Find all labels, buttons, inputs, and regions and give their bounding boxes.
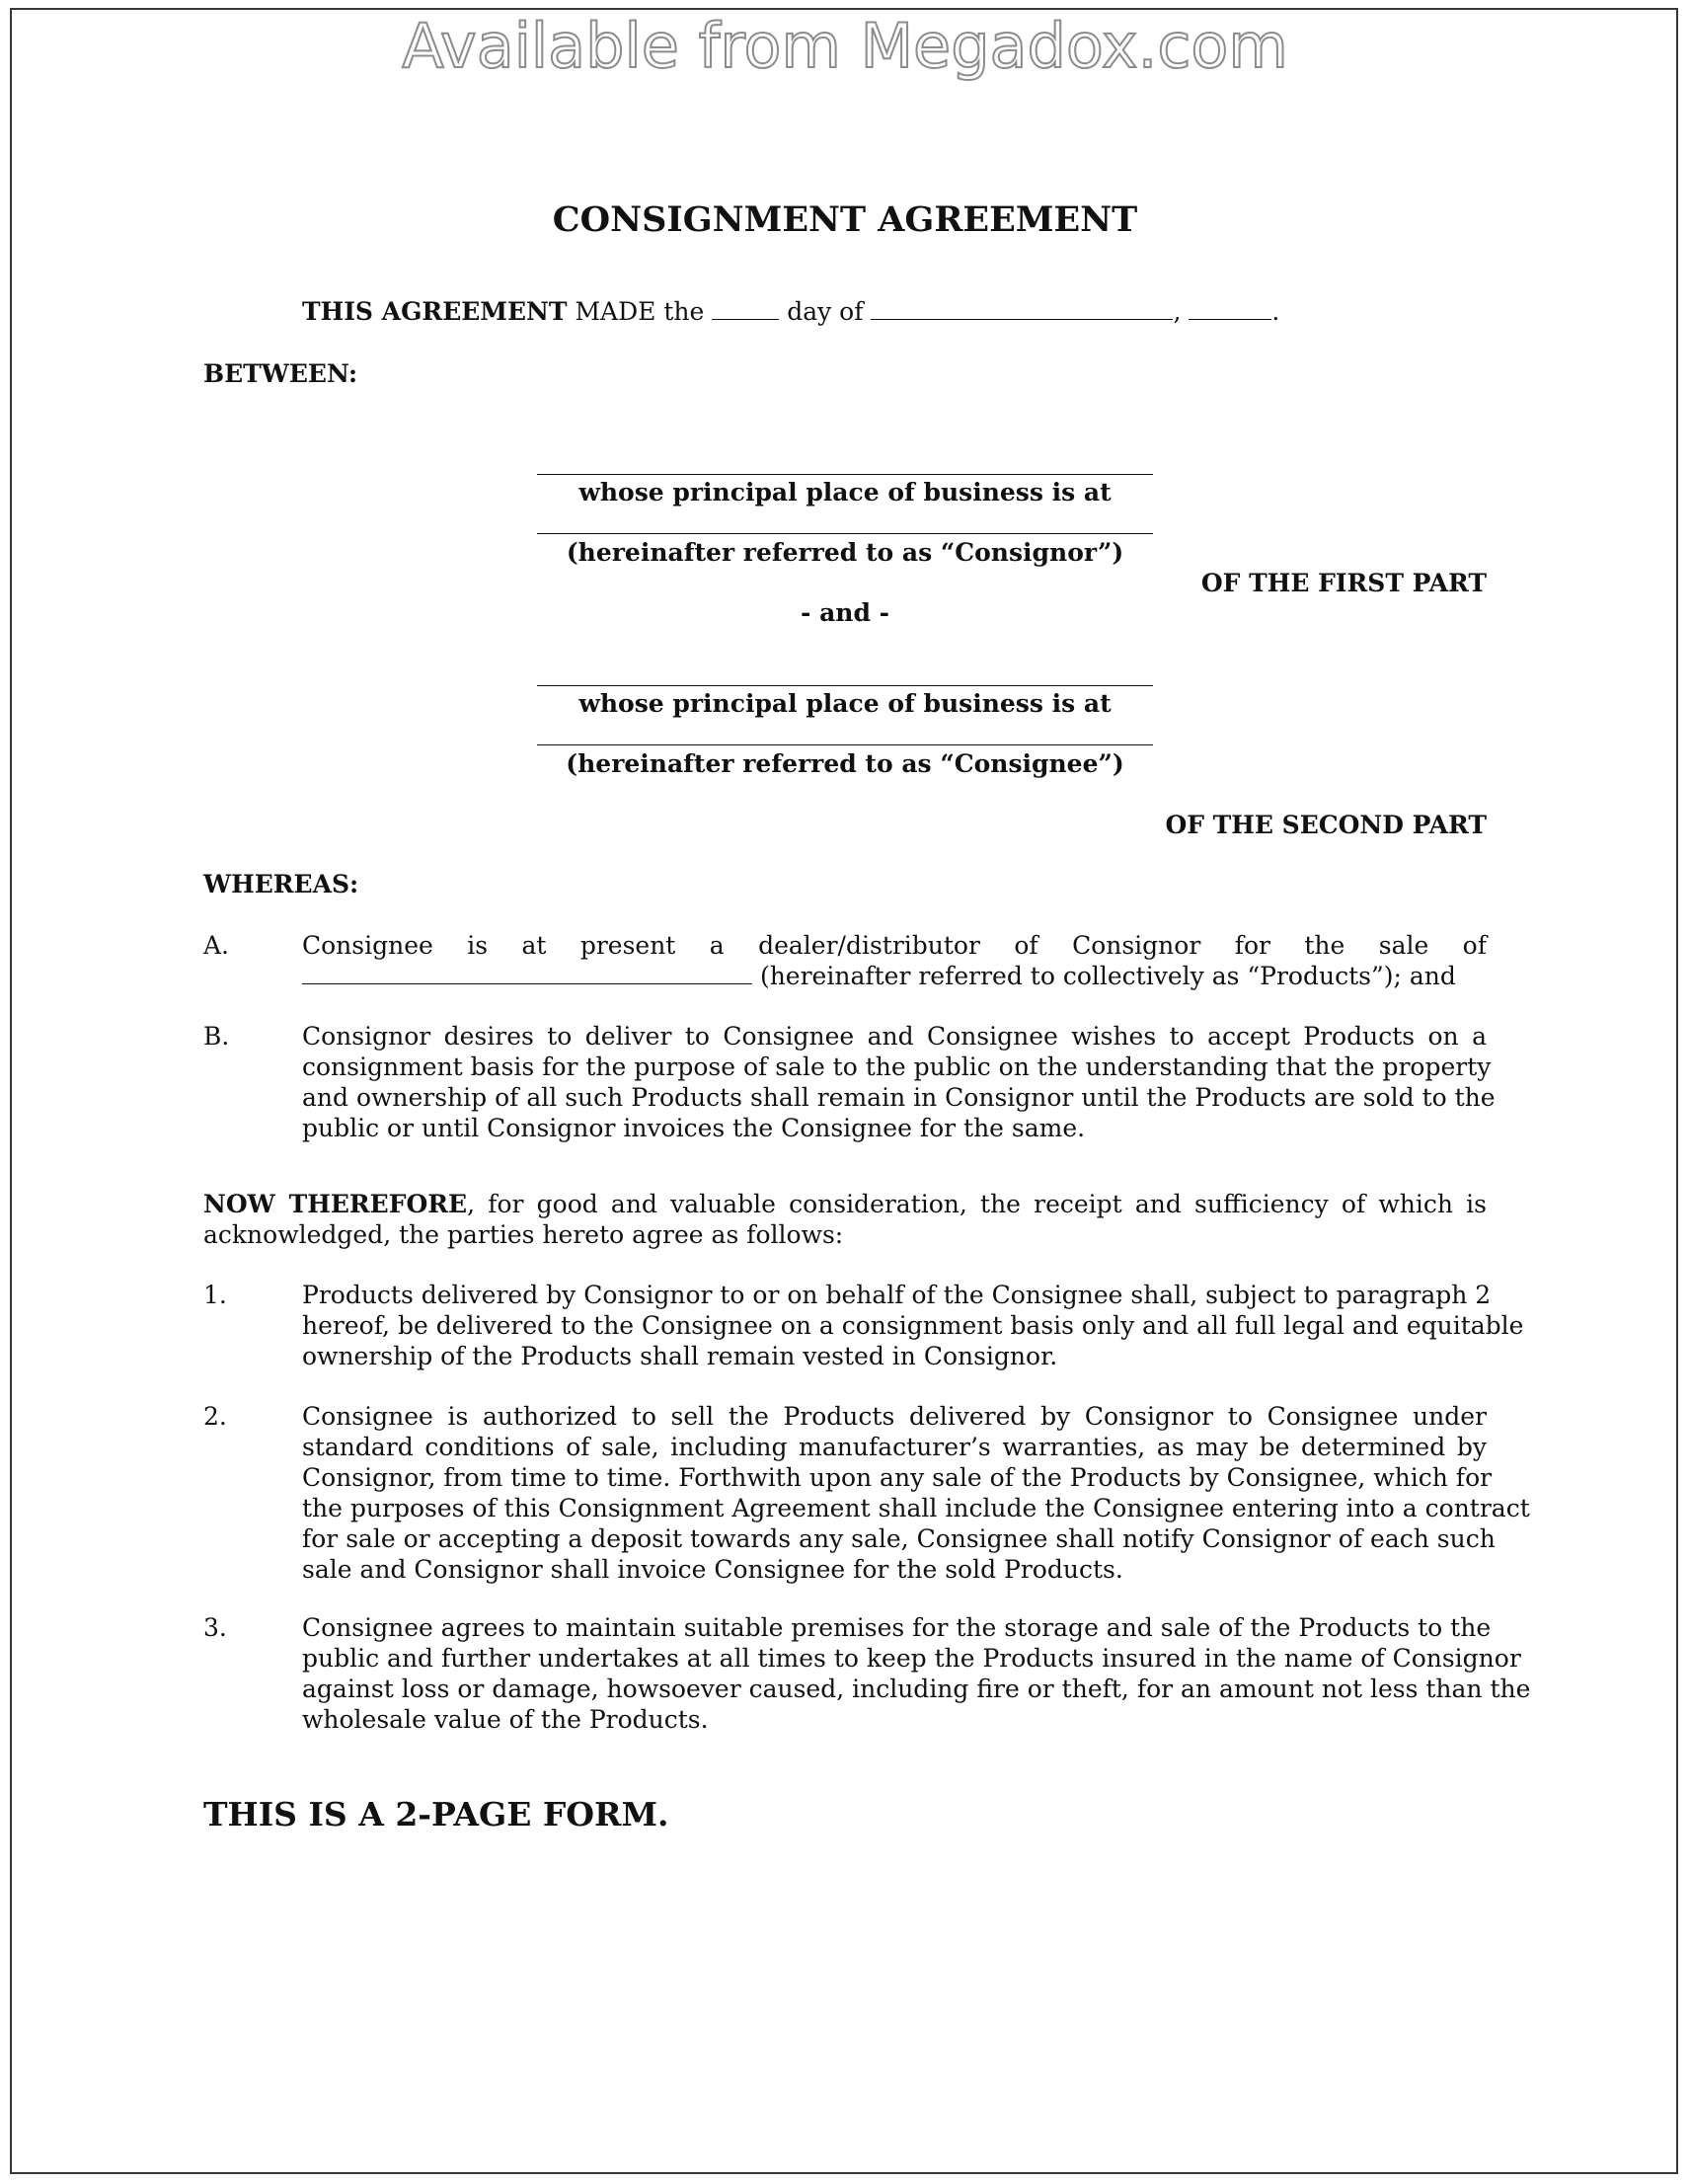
clause-1: [302, 1280, 1524, 1371]
recital-a: [302, 930, 1487, 991]
clause-3-line-2: public and further undertakes at all times to keep the Products insured in the name of Consignor: [302, 1644, 1521, 1673]
watermark: Available from Megadox.com: [402, 10, 1288, 82]
intro-comma: ,: [1173, 297, 1182, 326]
recital-a-marker: A.: [203, 931, 230, 960]
clause-1-line-2: hereof, be delivered to the Consignee on a consignment basis only and all full legal and equitable: [302, 1311, 1524, 1340]
clause-2-line-6: sale and Consignor shall invoice Consignee for the sold Products.: [302, 1555, 1123, 1584]
recital-b-line-1: Consignor desires to deliver to Consignee and Consignee wishes to accept Products on a: [302, 1022, 1487, 1051]
clause-2-line-2: standard conditions of sale, including manufacturer’s warranties, as may be determined by: [302, 1433, 1487, 1461]
recital-b-marker: B.: [203, 1022, 230, 1051]
first-part-label: OF THE FIRST PART: [1200, 569, 1487, 597]
month-blank[interactable]: [871, 297, 1173, 320]
intro-line: [302, 296, 1279, 327]
recital-b-line-4: public or until Consignor invoices the Consignee for the same.: [302, 1114, 1086, 1142]
recital-a-line-2-wrap: [302, 961, 1487, 991]
clause-2-line-5: for sale or accepting a deposit towards any sale, Consignee shall notify Consignor of each such: [302, 1524, 1496, 1553]
clause-1-line-3: ownership of the Products shall remain vested in Consignor.: [302, 1342, 1058, 1370]
recital-b-line-2: consignment basis for the purpose of sale to the public on the understanding that the property: [302, 1053, 1492, 1081]
clause-3-line-1: Consignee agrees to maintain suitable premises for the storage and sale of the Products to the: [302, 1613, 1492, 1642]
clause-1-line-1: Products delivered by Consignor to or on behalf of the Consignee shall, subject to paragraph 2: [302, 1281, 1492, 1309]
party1-referred-label: (hereinafter referred to as “Consignor”): [566, 538, 1124, 567]
party2-address-label: whose principal place of business is at: [578, 689, 1112, 718]
clause-2-line-4: the purposes of this Consignment Agreement shall include the Consignee entering into a contract: [302, 1494, 1530, 1522]
clause-2-line-1: Consignee is authorized to sell the Products delivered by Consignor to Consignee under: [302, 1402, 1487, 1431]
now-therefore-line-2: acknowledged, the parties hereto agree as follows:: [203, 1220, 844, 1249]
and-label: - and -: [800, 598, 889, 627]
clause-3-line-4: wholesale value of the Products.: [302, 1705, 709, 1734]
recital-a-line-1: Consignee is at present a dealer/distributor of Consignor for the sale of: [302, 931, 1487, 960]
now-therefore: [203, 1189, 1487, 1250]
now-therefore-bold: NOW THEREFORE: [203, 1190, 468, 1218]
second-part-label: OF THE SECOND PART: [1165, 811, 1487, 839]
whereas-label: WHEREAS:: [203, 870, 359, 898]
party1-address-line[interactable]: [537, 533, 1153, 534]
recital-a-line-2: (hereinafter referred to collectively as “Products”); and: [759, 962, 1456, 990]
clause-3-marker: 3.: [203, 1613, 227, 1642]
clause-2: [302, 1401, 1530, 1585]
party2-name-line[interactable]: [537, 685, 1153, 686]
party1-address-label: whose principal place of business is at: [578, 478, 1112, 507]
day-blank[interactable]: [712, 297, 779, 320]
products-blank[interactable]: [302, 964, 752, 984]
intro-day-of: day of: [787, 297, 864, 326]
intro-bold-lead: THIS AGREEMENT: [302, 297, 568, 326]
intro-period: .: [1271, 297, 1280, 326]
year-blank[interactable]: [1189, 297, 1271, 320]
now-therefore-line-1: [203, 1189, 1487, 1219]
intro-made-the: MADE the: [575, 297, 705, 326]
clause-1-marker: 1.: [203, 1281, 227, 1309]
party1-name-line[interactable]: [537, 474, 1153, 475]
clause-3-line-3: against loss or damage, howsoever caused, including fire or theft, for an amount not less than the: [302, 1675, 1531, 1703]
page-count-note: THIS IS A 2-PAGE FORM.: [203, 1795, 669, 1833]
between-label: BETWEEN:: [203, 359, 358, 388]
clause-2-marker: 2.: [203, 1402, 227, 1431]
party2-referred-label: (hereinafter referred to as “Consignee”): [566, 749, 1124, 778]
recital-b: [302, 1021, 1496, 1143]
document-title: CONSIGNMENT AGREEMENT: [552, 199, 1138, 240]
now-therefore-line-1-rest: , for good and valuable consideration, the receipt and sufficiency of which is: [467, 1190, 1487, 1218]
recital-b-line-3: and ownership of all such Products shall remain in Consignor until the Products are sold to the: [302, 1083, 1496, 1112]
clause-3: [302, 1612, 1531, 1735]
party2-address-line[interactable]: [537, 744, 1153, 745]
clause-2-line-3: Consignor, from time to time. Forthwith upon any sale of the Products by Consignee, which for: [302, 1463, 1493, 1492]
